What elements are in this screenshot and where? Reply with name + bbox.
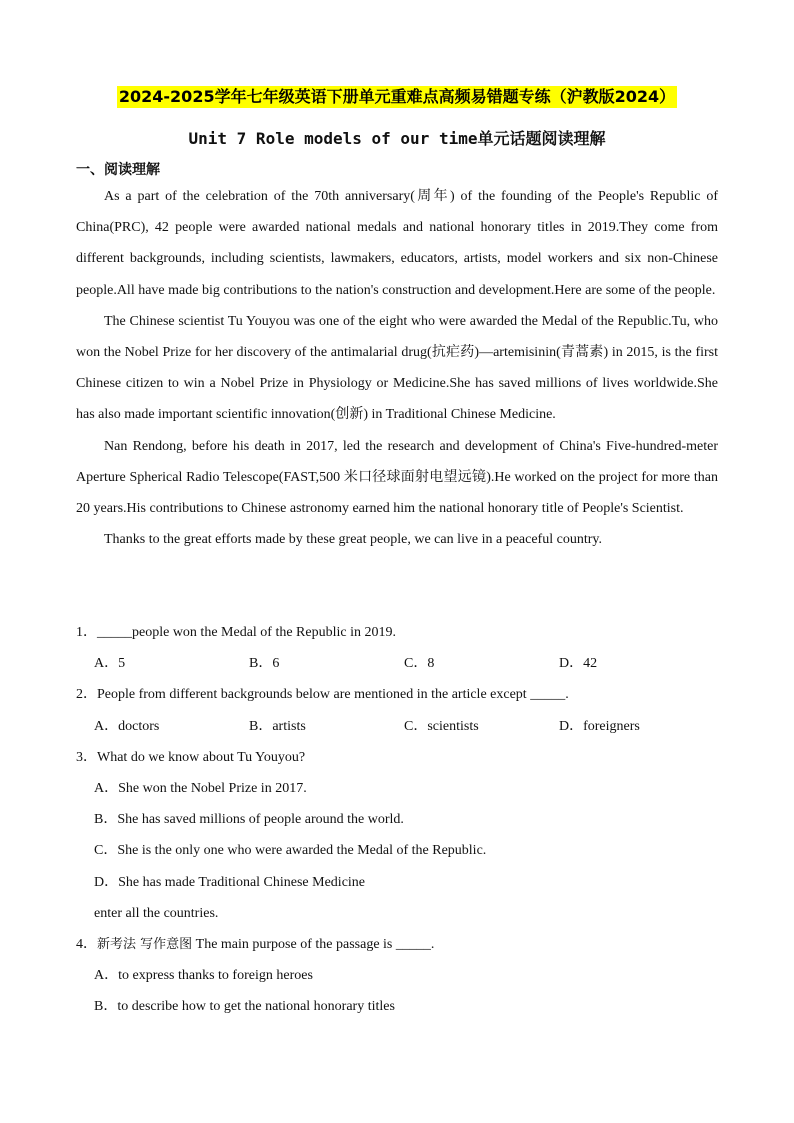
q3-option-b[interactable]: B．She has saved millions of people around the world. (94, 812, 404, 828)
page-title: 2024-2025学年七年级英语下册单元重难点高频易错题专练（沪教版2024） (118, 87, 676, 106)
q4-option-a[interactable]: A．to express thanks to foreign heroes (94, 968, 313, 984)
q2-option-b[interactable]: B．artists (249, 718, 306, 734)
reading-passage (76, 181, 718, 555)
question-4-text: The main purpose of the passage is _____. (192, 936, 435, 952)
question-2-options (76, 711, 718, 742)
section-heading: 一、阅读理解 (76, 162, 160, 178)
q3-option-d[interactable]: D．She has made Traditional Chinese Medicine (94, 874, 366, 890)
question-4-stem (76, 929, 718, 960)
question-2-stem: 2．People from different backgrounds below are mentioned in the article except _____. (76, 687, 569, 703)
passage-paragraph-2: The Chinese scientist Tu Youyou was one of the eight who were awarded the Medal of the Republic.Tu, who won the Nobel Prize for her discovery of the antimalarial drug(抗疟药)—artemisinin(青蒿素) in 2015, is the first Chinese citizen to win a Nobel Prize in Physiology or Medicine.She has saved millions of lives worldwide.She has also made important scientific innovation(创新) in Traditional Chinese Medicine. (76, 313, 718, 423)
q1-option-c[interactable]: C．8 (404, 656, 435, 672)
q2-option-d[interactable]: D．foreigners (559, 718, 640, 734)
q3-option-c[interactable]: C．She is the only one who were awarded the Medal of the Republic. (94, 843, 487, 859)
q3-option-d-continued: enter all the countries. (94, 905, 219, 921)
passage-paragraph-3: Nan Rendong, before his death in 2017, led the research and development of China's Five-hundred-meter Aperture Spherical Radio Telescope(FAST,500 米口径球面射电望远镜).He worked on the project for more than 20 years.His contributions to Chinese astronomy earned him the national honorary title of People's Scientist. (76, 438, 718, 517)
q1-option-d[interactable]: D．42 (559, 656, 598, 672)
q1-option-a[interactable]: A．5 (94, 656, 126, 672)
question-4-number: 4． (76, 936, 97, 952)
q2-option-a[interactable]: A．doctors (94, 718, 160, 734)
passage-paragraph-1: As a part of the celebration of the 70th anniversary(周年) of the founding of the People's Republic of China(PRC), 42 people were awarded national medals and national honorary titles in 2019.They come from different backgrounds, including scientists, lawmakers, educators, artists, model workers and six non-Chinese people.All have made big contributions to the nation's construction and development.Here are some of the people. (76, 189, 718, 298)
q1-option-b[interactable]: B．6 (249, 656, 280, 672)
q4-option-b[interactable]: B．to describe how to get the national honorary titles (94, 999, 395, 1015)
q2-option-c[interactable]: C．scientists (404, 718, 479, 734)
question-3-stem: 3．What do we know about Tu Youyou? (76, 749, 306, 765)
question-1-options (76, 648, 718, 679)
question-4-tag: 新考法 写作意图 (97, 936, 193, 952)
question-list (76, 617, 718, 1022)
question-1-stem: 1．_____people won the Medal of the Republic in 2019. (76, 625, 396, 640)
q3-option-a[interactable]: A．She won the Nobel Prize in 2017. (94, 780, 307, 796)
unit-subtitle: Unit 7 Role models of our time单元话题阅读理解 (188, 129, 606, 148)
passage-paragraph-4: Thanks to the great efforts made by these great people, we can live in a peaceful country. (104, 532, 602, 548)
title-container (0, 86, 794, 108)
